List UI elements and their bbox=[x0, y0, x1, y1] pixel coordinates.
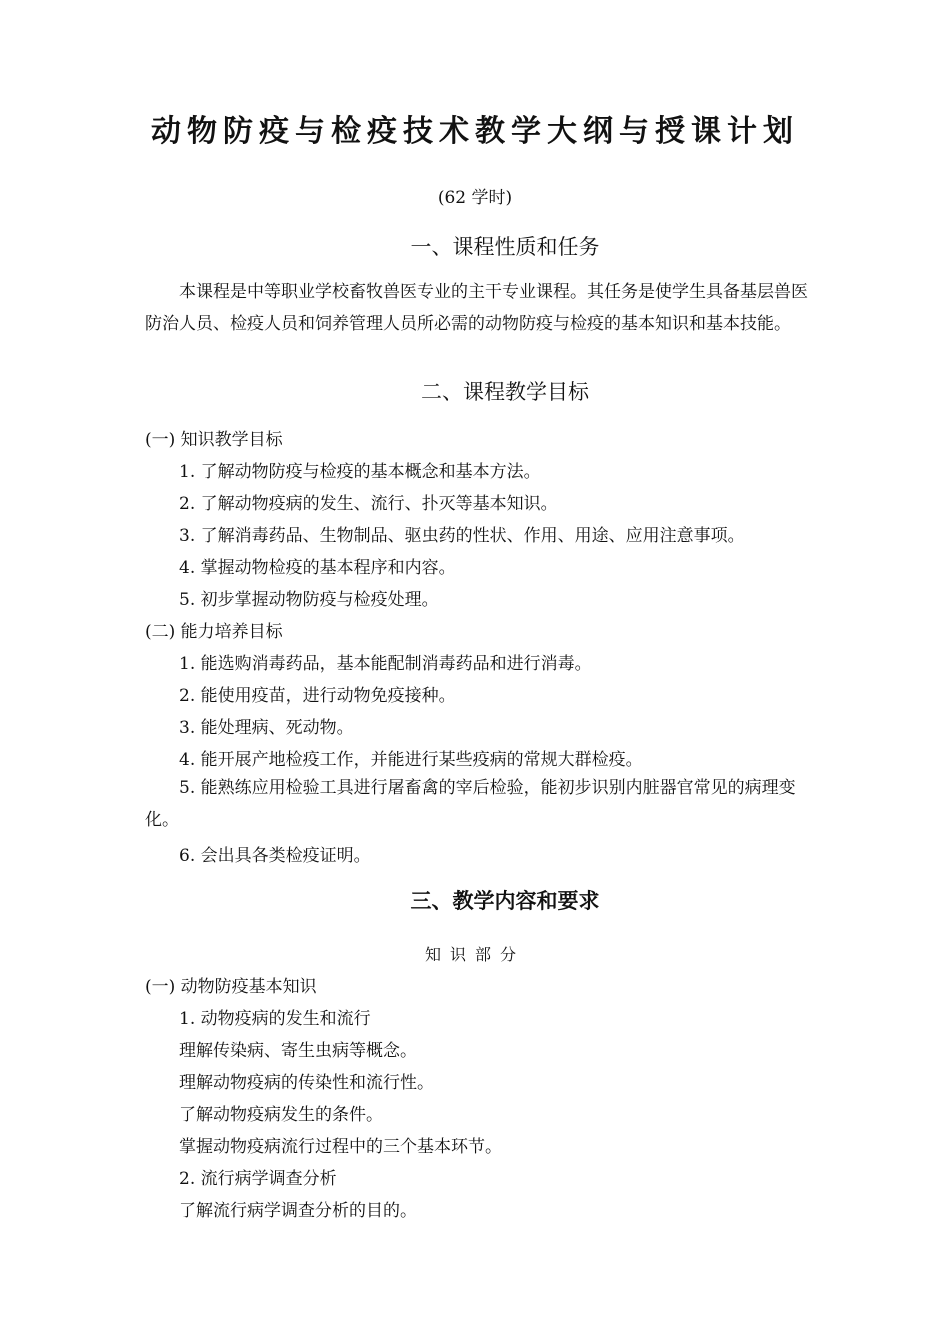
list-item: 4. 掌握动物检疫的基本程序和内容。 bbox=[179, 558, 456, 578]
list-item: 理解动物疫病的传染性和流行性。 bbox=[179, 1073, 434, 1093]
list-item: 2. 了解动物疫病的发生、流行、扑灭等基本知识。 bbox=[179, 494, 558, 514]
section1-heading: 一、课程性质和任务 bbox=[410, 235, 600, 259]
list-item: 2. 能使用疫苗，进行动物免疫接种。 bbox=[179, 686, 456, 706]
section2-heading: 二、课程教学目标 bbox=[421, 380, 589, 404]
section3-group1-title: (一) 动物防疫基本知识 bbox=[145, 977, 317, 997]
knowledge-goals-title: (一) 知识教学目标 bbox=[145, 430, 283, 450]
list-item: 4. 能开展产地检疫工作，并能进行某些疫病的常规大群检疫。 bbox=[179, 750, 643, 770]
list-item: 1. 了解动物防疫与检疫的基本概念和基本方法。 bbox=[179, 462, 541, 482]
list-item: 3. 了解消毒药品、生物制品、驱虫药的性状、作用、用途、应用注意事项。 bbox=[179, 526, 745, 546]
list-item: 3. 能处理病、死动物。 bbox=[179, 718, 354, 738]
list-item: 6. 会出具各类检疫证明。 bbox=[179, 846, 371, 866]
ability-goals-title: (二) 能力培养目标 bbox=[145, 622, 283, 642]
section3-heading: 三、教学内容和要求 bbox=[410, 888, 600, 913]
section1-paragraph: 本课程是中等职业学校畜牧兽医专业的主干专业课程。其任务是使学生具备基层兽医防治人员、检疫人员和饲养管理人员所必需的动物防疫与检疫的基本知识和基本技能。 bbox=[145, 282, 808, 334]
list-item: 5. 初步掌握动物防疫与检疫处理。 bbox=[179, 590, 439, 610]
list-item: 理解传染病、寄生虫病等概念。 bbox=[179, 1041, 417, 1061]
section3-subtitle: 知识部分 bbox=[424, 945, 525, 964]
list-item: 2. 流行病学调查分析 bbox=[179, 1169, 337, 1189]
list-item: 1. 能选购消毒药品，基本能配制消毒药品和进行消毒。 bbox=[179, 654, 592, 674]
list-item: 1. 动物疫病的发生和流行 bbox=[179, 1009, 371, 1029]
course-hours: (62 学时) bbox=[437, 188, 513, 208]
list-item: 5. 能熟练应用检验工具进行屠畜禽的宰后检验，能初步识别内脏器官常见的病理变化。 bbox=[145, 778, 796, 830]
document-title: 动物防疫与检疫技术教学大纲与授课计划 bbox=[151, 114, 799, 149]
list-item: 了解动物疫病发生的条件。 bbox=[179, 1105, 383, 1125]
list-item: 了解流行病学调查分析的目的。 bbox=[179, 1201, 417, 1221]
list-item: 掌握动物疫病流行过程中的三个基本环节。 bbox=[179, 1137, 502, 1157]
